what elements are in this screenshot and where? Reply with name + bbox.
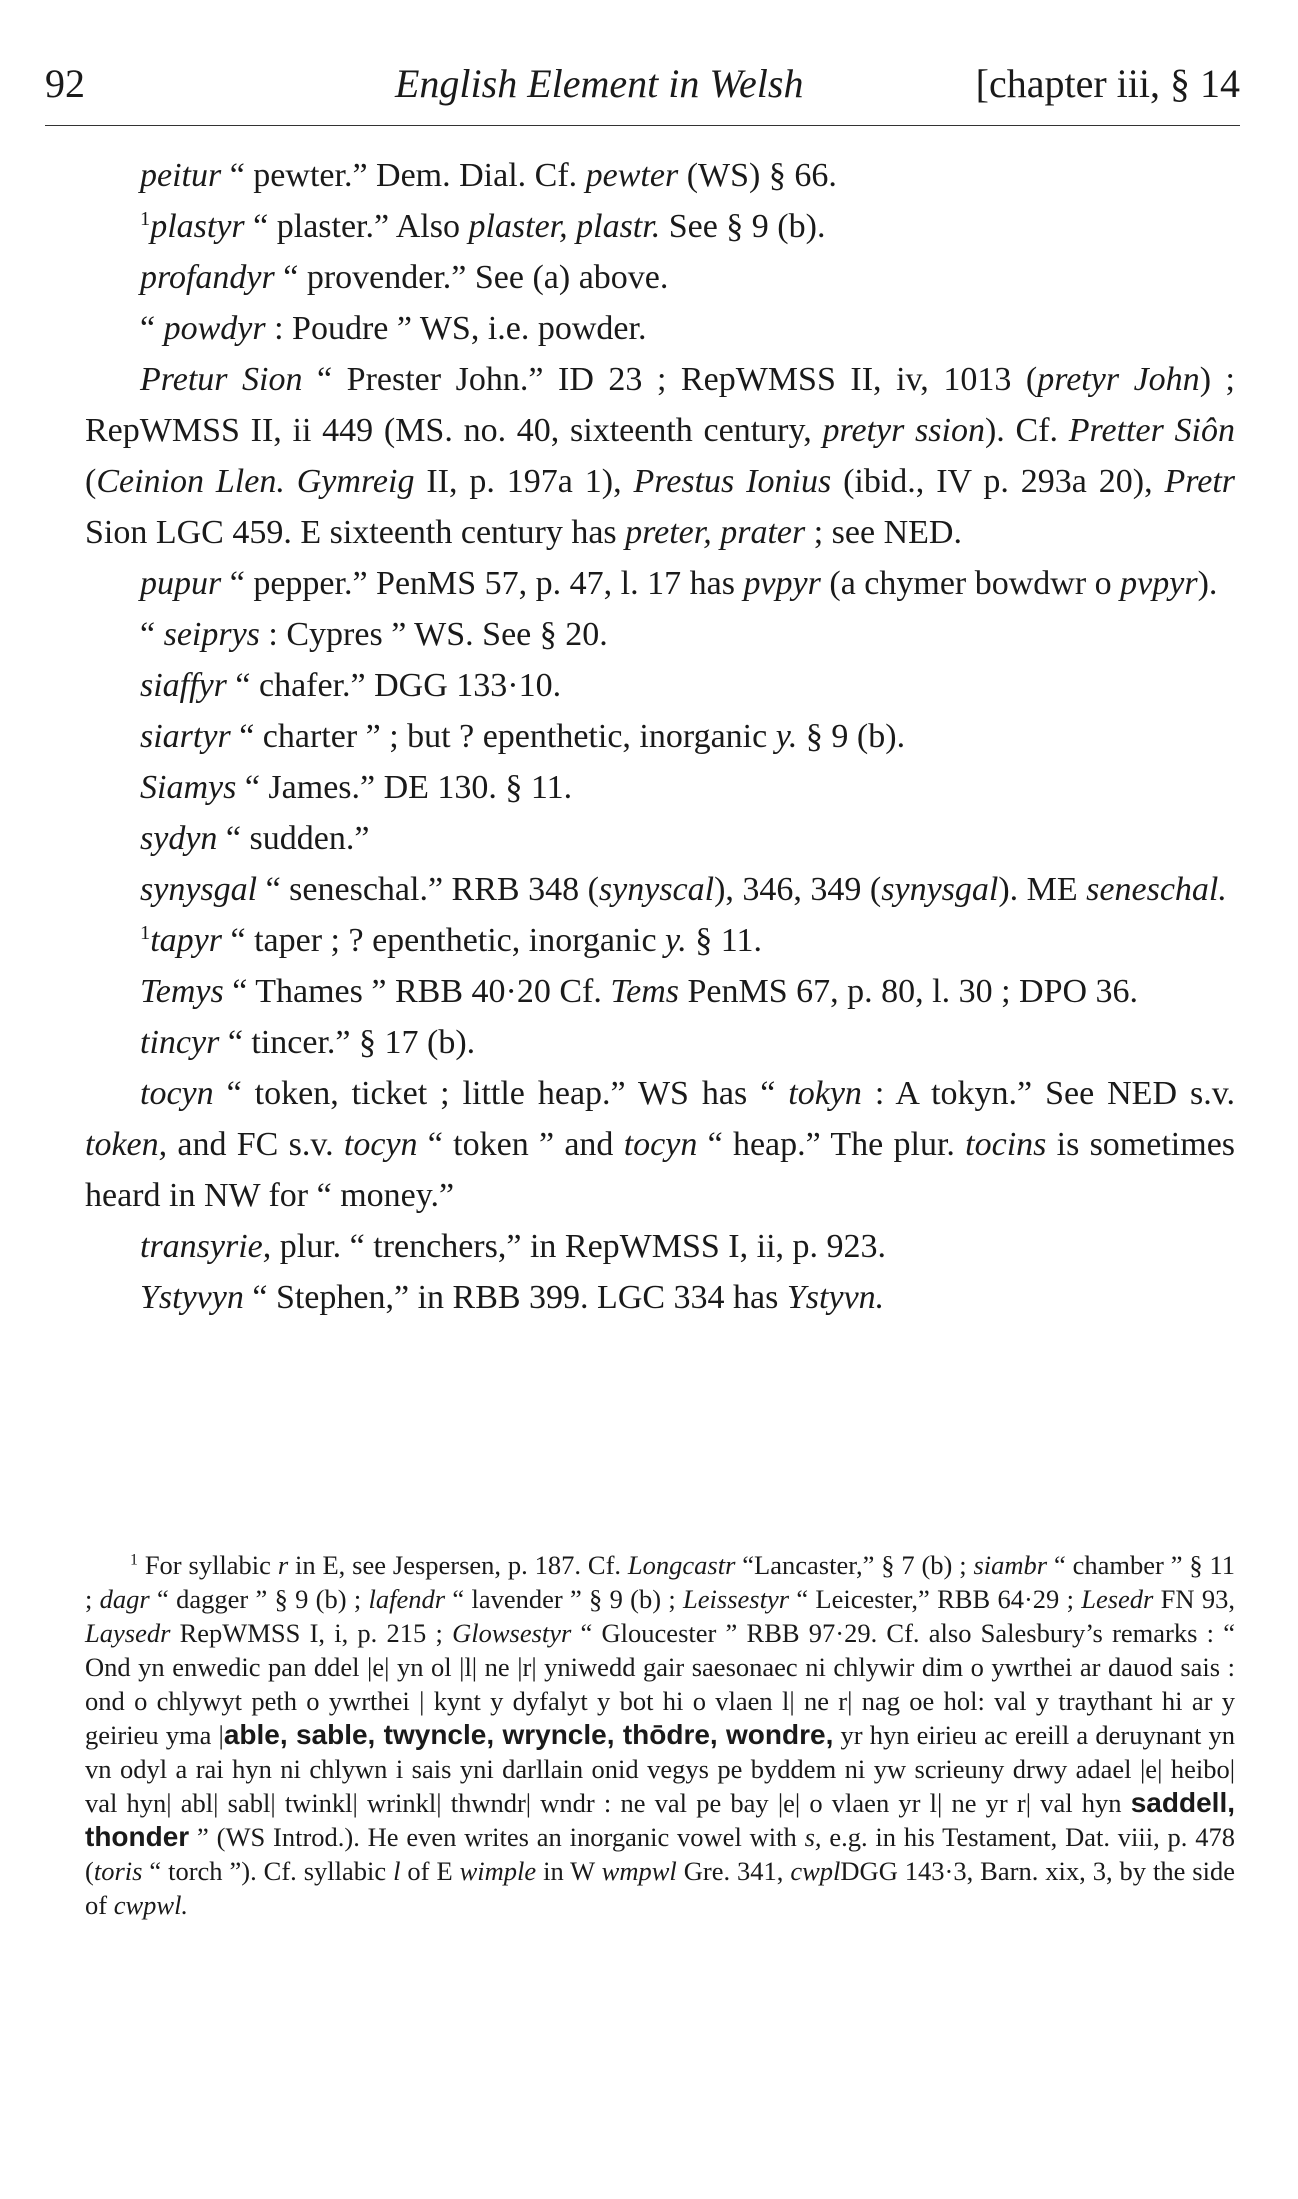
entry-ystyvyn: Ystyvyn “ Stephen,” in RBB 399. LGC 334 has Ystyvn. <box>140 1279 885 1316</box>
footnote-marker: 1 <box>140 207 151 230</box>
page-number: 92 <box>45 61 85 106</box>
chapter-reference: [chapter iii, § 14 <box>975 61 1240 106</box>
entry-pupur: pupur “ pepper.” PenMS 57, p. 47, l. 17 has pvpyr (a chymer bowdwr o pvpyr). <box>140 565 1218 602</box>
entry-seiprys: “ seiprys : Cypres ” WS. See § 20. <box>140 616 608 653</box>
entry-tocyn: tocyn “ token, ticket ; little heap.” WS has “ tokyn : A tokyn.” See NED s.v. token, and FC s.v. tocyn “ token ” and tocyn “ heap.” The plur. tocins is sometimes heard in NW for “ money.” <box>85 1075 1236 1214</box>
running-title: English Element in Welsh <box>395 61 804 106</box>
entry-profandyr: profandyr “ provender.” See (a) above. <box>140 259 669 296</box>
entry-list <box>85 150 1235 1323</box>
entry-tapyr: $^1$tapyr “ taper ; ? epenthetic, inorganic y. § 11. <box>140 921 763 959</box>
entry-siamys: Siamys “ James.” DE 130. § 11. <box>140 769 573 806</box>
header-rule <box>45 125 1240 126</box>
entry-transyrie: transyrie, plur. “ trenchers,” in RepWMSS I, ii, p. 923. <box>140 1228 887 1265</box>
entry-synysgal: synysgal “ seneschal.” RRB 348 (synyscal), 346, 349 (synysgal). ME seneschal. <box>140 871 1227 908</box>
entry-tincyr: tincyr “ tincer.” § 17 (b). <box>140 1024 476 1061</box>
entry-peitur: peitur “ pewter.” Dem. Dial. Cf. pewter (WS) § 66. <box>140 157 837 194</box>
running-header <box>45 60 1240 120</box>
footnote-marker: 1 <box>140 921 151 944</box>
entry-temys: Temys “ Thames ” RBB 40·20 Cf. Tems PenMS 67, p. 80, l. 30 ; DPO 36. <box>140 973 1139 1010</box>
entry-plastyr: $^1$plastyr “ plaster.” Also plaster, plastr. See § 9 (b). <box>140 207 826 245</box>
footnote-marker: 1 <box>130 1551 138 1569</box>
footnote <box>85 1548 1235 1922</box>
footnote-text: $^1$ For syllabic r in E, see Jespersen, p. 187. Cf. Longcastr “Lancaster,” § 7 (b) ; siambr “ chamber ” § 11 ; dagr “ dagger ” § 9 (b) ; lafendr “ lavender ” § 9 (b) ; Leissestyr “ Leicester,” RBB 64·29 ; Lesedr FN 93, Laysedr RepWMSS I, i, p. 215 ; Glowsestyr “ Gloucester ” RBB 97·29. Cf. also Salesbury’s remarks : “ Ond yn enwedic pan ddel |e| yn ol |l| ne |r| yniwedd gair saesonaec ni chlywir dim o ywrthei ar dauod sais : ond o chlywyt peth o ywrthei | kynt y dyfalyt y bot hi o vlaen l| ne r| nag oe hol: val y traythant hi ar y geirieu yma |able, sable, twyncle, wryncle, thōdre, wondre, yr hyn eirieu ac ereill a deruynant yn vn odyl a rai hyn ni chlywn i sais yni darllain onid vegys pe byddem ni yw scrieuny drwy adael |e| heibo| val hyn| abl| sabl| twinkl| wrinkl| thwndr| wndr : ne val pe bay |e| o vlaen yr l| ne yr r| val hyn saddell, thonder ” (WS Introd.). He even writes an inorganic vowel with s, e.g. in his Testament, Dat. viii, p. 478 (toris “ torch ”). Cf. syllabic l of E wimple in W wmpwl Gre. 341, cwplDGG 143·3, Barn. xix, 3, by the side of cwpwl. <box>85 1550 1235 1920</box>
entry-siaffyr: siaffyr “ chafer.” DGG 133·10. <box>140 667 562 704</box>
entry-siartyr: siartyr “ charter ” ; but ? epenthetic, inorganic y. § 9 (b). <box>140 718 906 755</box>
bold-examples: able, sable, twyncle, wryncle, thōdre, wondre, <box>223 1719 834 1750</box>
entry-pretur-sion: Pretur Sion “ Prester John.” ID 23 ; RepWMSS II, iv, 1013 (pretyr John) ; RepWMSS II, ii 449 (MS. no. 40, sixteenth century, pretyr ssion). Cf. Pretter Siôn (Ceinion Llen. Gymreig II, p. 197a 1), Prestus Ionius (ibid., IV p. 293a 20), Pretr Sion LGC 459. E sixteenth century has preter, prater ; see NED. <box>85 361 1236 551</box>
bold-examples-2: saddell, thonder <box>85 1787 1235 1852</box>
entry-sydyn: sydyn “ sudden.” <box>140 820 370 857</box>
entry-powdyr: “ powdyr : Poudre ” WS, i.e. powder. <box>140 310 647 347</box>
